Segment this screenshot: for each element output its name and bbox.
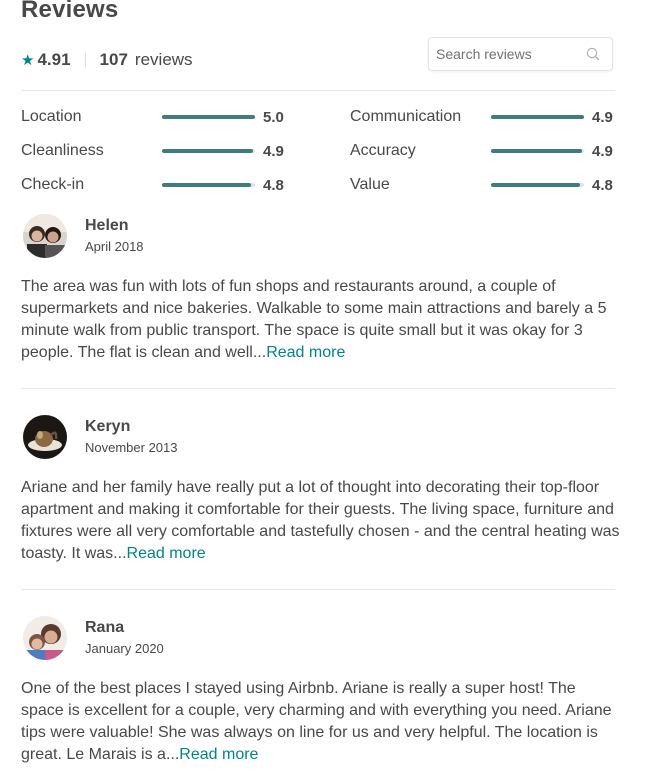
read-more-link[interactable]: Read more (126, 545, 206, 562)
search-box[interactable] (428, 37, 613, 71)
category-bar (162, 183, 255, 187)
category-label: Accuracy (350, 142, 416, 159)
category-score: 4.9 (263, 142, 284, 160)
category-bar-fill (491, 115, 584, 119)
review-date: November 2013 (85, 440, 178, 455)
review-count-label: reviews (134, 50, 193, 69)
review-text (21, 678, 621, 766)
category-score: 4.8 (592, 176, 613, 194)
category-score: 4.8 (263, 176, 284, 194)
avatar[interactable] (23, 415, 67, 459)
category-bar-fill (491, 183, 580, 187)
review-item (21, 214, 621, 364)
review-date: April 2018 (85, 239, 144, 254)
category-value (350, 175, 620, 195)
reviewer-name[interactable]: Helen (85, 217, 129, 234)
reviewer-name[interactable]: Rana (85, 619, 125, 636)
review-divider (21, 589, 615, 590)
search-input[interactable] (436, 46, 586, 62)
review-count: 107 (99, 50, 128, 69)
category-label: Location (21, 108, 82, 125)
rating-summary (21, 48, 193, 72)
category-communication (350, 107, 620, 127)
category-score: 4.9 (592, 108, 613, 126)
section-divider (21, 90, 615, 91)
category-cleanliness (21, 141, 291, 161)
category-label: Communication (350, 108, 462, 125)
category-label: Value (350, 176, 390, 193)
review-divider (21, 388, 615, 389)
category-score: 5.0 (263, 108, 284, 126)
category-label: Cleanliness (21, 142, 104, 159)
avatar[interactable] (23, 616, 67, 660)
review-text (21, 477, 621, 565)
category-bar (162, 149, 255, 153)
category-label: Check-in (21, 176, 85, 193)
review-body: Ariane and her family have really put a lot of thought into decorating their top-floor apartment and making it comfortable for their guests. The living space, furniture and fixtures were all very comfortable and tastefully chosen - and the central heating was toasty. It was... (21, 479, 620, 562)
review-date: January 2020 (85, 641, 164, 656)
review-body: The area was fun with lots of fun shops and restaurants around, a couple of supermarkets and nice bakeries. Walkable to some main attractions and barely a 5 minute walk from public transport. The space is quite small but it was okay for 3 people. The flat is clean and well... (21, 278, 607, 361)
review-item (21, 616, 621, 766)
search-icon[interactable] (586, 47, 600, 61)
category-bar-fill (162, 115, 255, 119)
read-more-link[interactable]: Read more (266, 344, 346, 361)
overall-rating: 4.91 (37, 50, 71, 69)
category-bar-fill (162, 183, 251, 187)
star-icon: ★ (21, 52, 35, 69)
category-accuracy (350, 141, 620, 161)
review-body: One of the best places I stayed using Airbnb. Ariane is really a super host! The space is excellent for a couple, very charming and with everything you need. Ariane tips were valuable! She was always on line for us and very helpful. The location is great. Le Marais is a... (21, 680, 612, 763)
category-bar (491, 115, 584, 119)
category-bar-fill (162, 149, 253, 153)
avatar[interactable] (23, 214, 67, 258)
category-bar-fill (491, 149, 582, 153)
review-item (21, 415, 621, 565)
category-bar (162, 115, 255, 119)
reviewer-name[interactable]: Keryn (85, 418, 131, 435)
category-bar (491, 149, 584, 153)
category-location (21, 107, 291, 127)
category-bar (491, 183, 584, 187)
category-score: 4.9 (592, 142, 613, 160)
page-title: Reviews (21, 0, 119, 23)
review-text (21, 276, 621, 364)
category-check-in (21, 175, 291, 195)
summary-divider (85, 53, 86, 67)
read-more-link[interactable]: Read more (179, 746, 259, 763)
